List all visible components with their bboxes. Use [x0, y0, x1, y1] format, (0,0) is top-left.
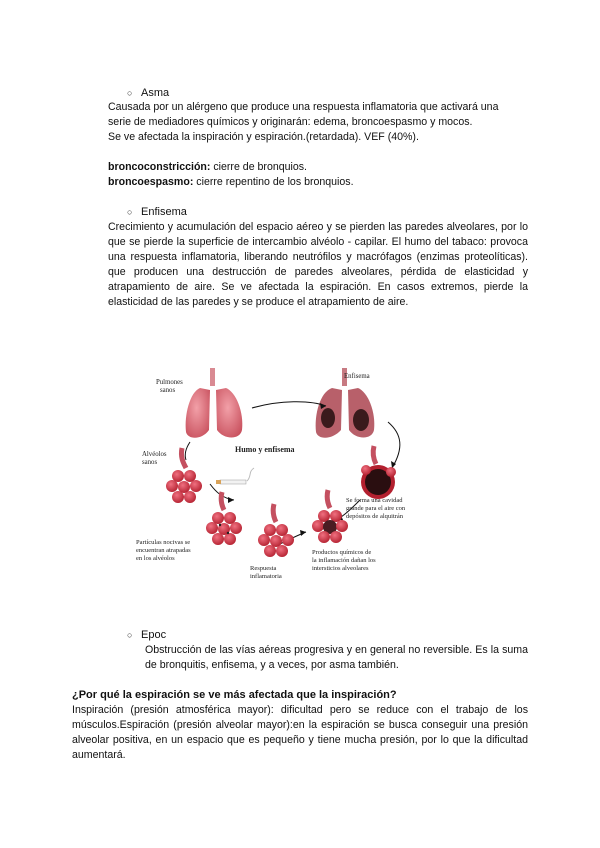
smoke-emphysema-figure	[130, 360, 480, 592]
label-healthy-alveoli-1: Alvéolos	[142, 451, 167, 458]
healthy-alveoli-illustration	[166, 448, 202, 503]
label-particles-1: Partículas nocivas se	[136, 539, 191, 546]
bullet-asma	[127, 86, 169, 101]
definition-broncoconstriccion	[108, 160, 528, 175]
bullet-circle-icon: ○	[127, 630, 133, 640]
label-particles-2: encuentran atrapadas	[136, 547, 191, 554]
question-paragraph: Inspiración (presión atmosférica mayor): dificultad pero se reduce con el trabajo de los músculos.Espiración (presión alveolar mayor):en la espiración se busca conseguir una presión alveolar positiva, en un espacio que es pequeño y tiene mucha presión, por lo que la dificultad aumentará.	[72, 704, 528, 761]
definition: cierre repentino de los bronquios.	[193, 176, 354, 188]
figure-title: Humo y enfisema	[235, 445, 295, 454]
bullet-circle-icon: ○	[127, 207, 133, 217]
label-cavity-3: depósitos de alquitrán	[346, 513, 404, 520]
label-chemicals-2: la inflamación dañan los	[312, 557, 376, 564]
label-healthy-alveoli-2: sanos	[142, 459, 158, 466]
asma-line-3: Se ve afectada la inspiración y espiración.(retardada). VEF (40%).	[108, 131, 419, 143]
epoc-paragraph: Obstrucción de las vías aéreas progresiva y en general no reversible. Es la suma de bronquitis, enfisema, y a veces, por asma también.	[145, 644, 528, 671]
label-cavity-2: grande para el aire con	[346, 505, 406, 512]
particles-alveoli-illustration	[206, 492, 242, 545]
bullet-circle-icon: ○	[127, 88, 133, 98]
definition-broncoespasmo	[108, 175, 528, 190]
term: broncoconstricción:	[108, 161, 211, 173]
question-heading: ¿Por qué la espiración se ve más afectada que la inspiración?	[72, 689, 397, 701]
asma-line-2: serie de mediadores químicos y originarán: edema, broncoespasmo y mocos.	[108, 116, 473, 128]
label-chemicals-1: Productos químicos de	[312, 549, 372, 556]
definition: cierre de bronquios.	[210, 161, 307, 173]
bullet-enfisema	[127, 205, 187, 220]
bullet-label: Enfisema	[141, 206, 187, 218]
label-healthy-lungs-1: Pulmones	[156, 379, 183, 386]
label-inflammatory-1: Respuesta	[250, 565, 277, 572]
label-inflammatory-2: inflamatoria	[250, 573, 282, 580]
cavity-alveoli-illustration	[361, 446, 396, 499]
label-emphysema: Enfisema	[344, 373, 370, 380]
enfisema-paragraph: Crecimiento y acumulación del espacio aéreo y se pierden las paredes alveolares, por lo que se pierde la superficie de intercambio alvéolo - capilar. El humo del tabaco: provoca una respuesta inflamatoria, liberando neutrófilos y macrófagos (enzimas proteolíticas). que producen una destrucción de paredes alveolares, pérdida de elasticidad y atrapamiento de aire. Se ve afectada la espiración. En casos extremos, pierde la elasticidad de las paredes y se produce el atrapamiento de aire.	[108, 221, 528, 308]
bullet-epoc	[127, 628, 166, 643]
label-chemicals-3: intersticios alveolares	[312, 565, 369, 572]
label-healthy-lungs-2: sanos	[160, 387, 176, 394]
cigarette-illustration	[216, 468, 254, 484]
bullet-label: Epoc	[141, 629, 167, 641]
label-particles-3: en los alvéolos	[136, 555, 175, 562]
damaged-alveoli-illustration	[312, 490, 348, 543]
inflammatory-alveoli-illustration	[258, 504, 294, 557]
bullet-label: Asma	[141, 87, 170, 99]
healthy-lungs-illustration	[186, 368, 243, 438]
asma-line-1: Causada por un alérgeno que produce una respuesta inflamatoria que activará una	[108, 101, 499, 113]
term: broncoespasmo:	[108, 176, 194, 188]
label-cavity-1: Se forma una cavidad	[346, 497, 403, 504]
